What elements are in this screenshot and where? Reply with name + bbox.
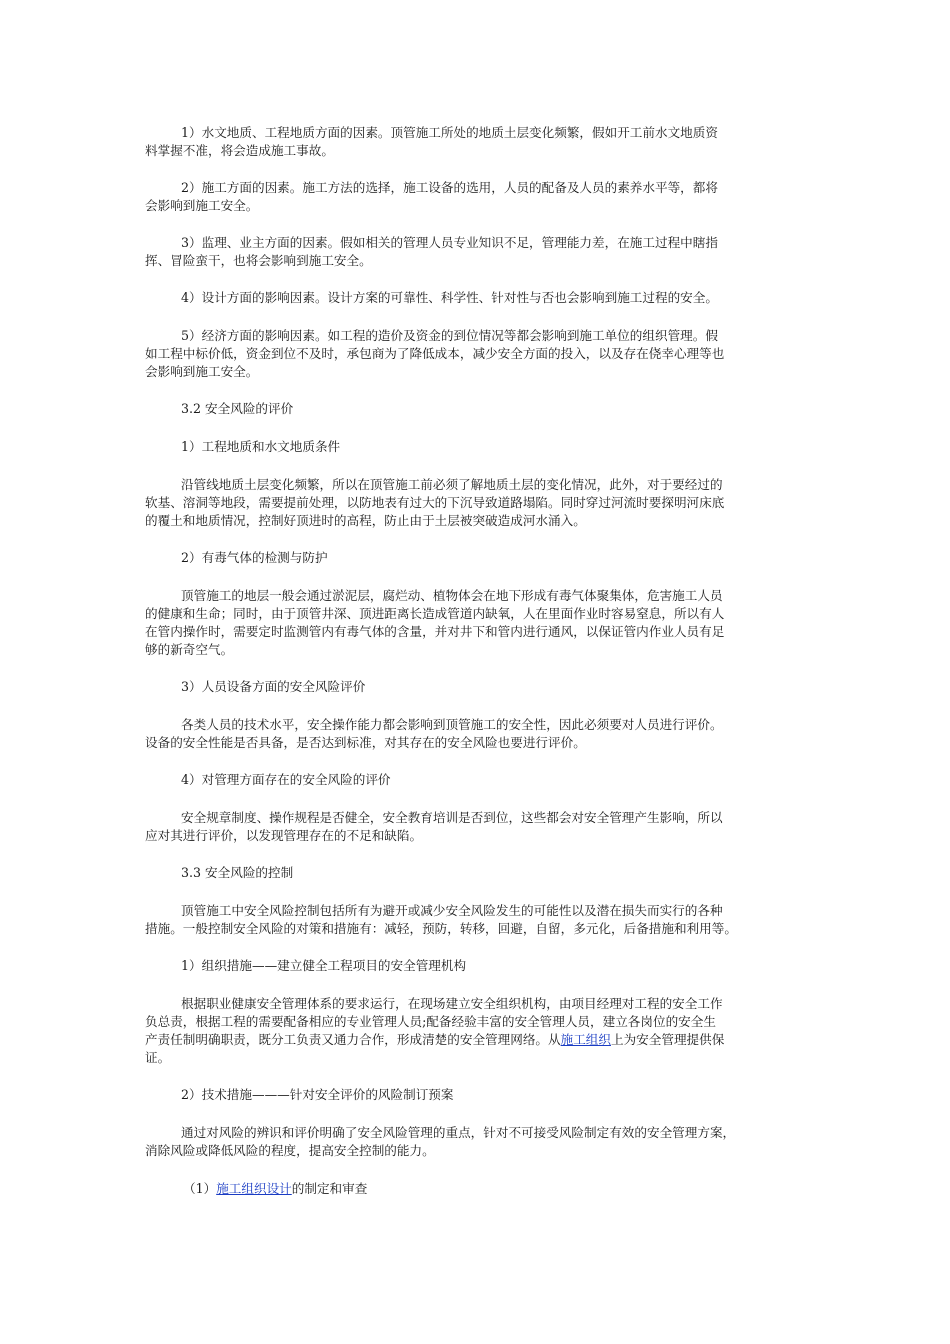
subheading-text: 1）工程地质和水文地质条件: [181, 439, 341, 454]
text-line: 证。: [145, 1050, 171, 1065]
text-line: 通过对风险的辨识和评价明确了安全风险管理的重点，针对不可接受风险制定有效的安全管理方案，: [181, 1125, 736, 1140]
paragraph-risk-control: [145, 902, 825, 938]
subheading-organization: [145, 957, 825, 975]
subheading-text: 2）有毒气体的检测与防护: [181, 550, 328, 565]
subheading-toxic-gas: [145, 549, 825, 567]
text-segment: 从: [548, 1032, 561, 1047]
text-line: 会影响到施工安全。: [145, 364, 259, 379]
text-line: 沿管线地质土层变化频繁，所以在顶管施工前必须了解地质土层的变化情况，此外，对于要经过的: [181, 477, 723, 492]
text-line: 如工程中标价低，资金到位不及时，承包商为了降低成本，减少安全方面的投入，以及存在侥幸心理等也: [145, 346, 725, 361]
heading-text: 3.2 安全风险的评价: [181, 401, 294, 416]
text-line: 2）施工方面的因素。施工方法的选择，施工设备的选用，人员的配备及人员的素养水平等，都将: [181, 180, 718, 195]
text-line: 会影响到施工安全。: [145, 198, 259, 213]
paragraph-pipeline-geology: [145, 476, 825, 530]
paragraph-hydro-geology: [145, 124, 825, 160]
text-line: 1）水文地质、工程地质方面的因素。顶管施工所处的地质土层变化频繁，假如开工前水文地质资: [181, 125, 718, 140]
heading-3-3: [145, 864, 825, 882]
subheading-text: 3）人员设备方面的安全风险评价: [181, 679, 366, 694]
paragraph-design: [145, 289, 825, 307]
text-line: 挥、冒险蛮干，也将会影响到施工安全。: [145, 253, 372, 268]
text-line: 5）经济方面的影响因素。如工程的造价及资金的到位情况等都会影响到施工单位的组织管理。假: [181, 328, 718, 343]
text-line: 负总责，根据工程的需要配备相应的专业管理人员;配备经验丰富的安全管理人员，建立各岗位的安全生: [145, 1014, 716, 1029]
text-line: 安全规章制度、操作规程是否健全，安全教育培训是否到位，这些都会对安全管理产生影响，所以: [181, 810, 723, 825]
text-line: 根据职业健康安全管理体系的要求运行，在现场建立安全组织机构，由项目经理对工程的安全工作: [181, 996, 723, 1011]
heading-3-2: [145, 400, 825, 418]
text-line: 的覆土和地质情况，控制好顶进时的高程，防止由于土层被突破造成河水涌入。: [145, 513, 586, 528]
subheading-geology-conditions: [145, 438, 825, 456]
text-line: 料掌握不准，将会造成施工事故。: [145, 143, 334, 158]
text-line: 顶管施工的地层一般会通过淤泥层，腐烂动、植物体会在地下形成有毒气体聚集体，危害施工人员: [181, 588, 723, 603]
subheading-personnel-equipment: [145, 678, 825, 696]
text-line: 措施。一般控制安全风险的对策和措施有：减轻，预防，转移，回避，自留，多元化，后备措施和利用等。: [145, 921, 737, 936]
paragraph-construction: [145, 179, 825, 215]
paragraph-technical: [145, 1124, 825, 1160]
paragraph-economic: [145, 327, 825, 381]
subheading-text: 1）组织措施——建立健全工程项目的安全管理机构: [181, 958, 467, 973]
construction-organization-link[interactable]: 施工组织: [560, 1032, 611, 1047]
paragraph-supervision: [145, 234, 825, 270]
subheading-text: 4）对管理方面存在的安全风险的评价: [181, 772, 391, 787]
subheading-management: [145, 771, 825, 789]
text-segment: 产责任制明确职责，既分工负责又通力合作，形成清楚的安全管理网络。: [145, 1032, 548, 1047]
text-line: 各类人员的技术水平，安全操作能力都会影响到顶管施工的安全性，因此必须要对人员进行评价。: [181, 717, 723, 732]
text-line: 应对其进行评价，以发现管理存在的不足和缺陷。: [145, 828, 423, 843]
text-line: 4）设计方面的影响因素。设计方案的可靠性、科学性、针对性与否也会影响到施工过程的安全。: [181, 290, 718, 305]
text-line: 设备的安全性能是否具备，是否达到标准，对其存在的安全风险也要进行评价。: [145, 735, 586, 750]
text-line: 够的新奇空气。: [145, 642, 234, 657]
text-line: 软基、溶洞等地段，需要提前处理，以防地表有过大的下沉导致道路塌陷。同时穿过河流时要探明河床底: [145, 495, 725, 510]
paragraph-organization: [145, 995, 825, 1067]
subheading-text: 2）技术措施———针对安全评价的风险制订预案: [181, 1087, 454, 1102]
paragraph-toxic-gas: [145, 587, 825, 659]
text-segment: 上为安全管理提供保: [610, 1032, 725, 1047]
paragraph-personnel-equipment: [145, 716, 825, 752]
subheading-technical: [145, 1086, 825, 1104]
text-segment: （1）: [183, 1181, 217, 1196]
text-line: [145, 1031, 825, 1049]
text-line: [145, 1180, 825, 1198]
text-line: 顶管施工中安全风险控制包括所有为避开或减少安全风险发生的可能性以及潜在损失而实行的各种: [181, 903, 723, 918]
text-line: 的健康和生命；同时，由于顶管井深、顶进距离长造成管道内缺氧，人在里面作业时容易窒息，所以有人: [145, 606, 725, 621]
paragraph-management: [145, 809, 825, 845]
construction-design-link[interactable]: 施工组织设计: [216, 1181, 292, 1196]
text-line: 消除风险或降低风险的程度，提高安全控制的能力。: [145, 1143, 435, 1158]
subheading-design-review: [145, 1180, 825, 1198]
text-segment: 的制定和审查: [291, 1181, 368, 1196]
heading-text: 3.3 安全风险的控制: [181, 865, 294, 880]
text-line: 在管内操作时，需要定时监测管内有毒气体的含量，并对井下和管内进行通风，以保证管内作业人员有足: [145, 624, 725, 639]
text-line: 3）监理、业主方面的因素。假如相关的管理人员专业知识不足，管理能力差，在施工过程中瞎指: [181, 235, 718, 250]
